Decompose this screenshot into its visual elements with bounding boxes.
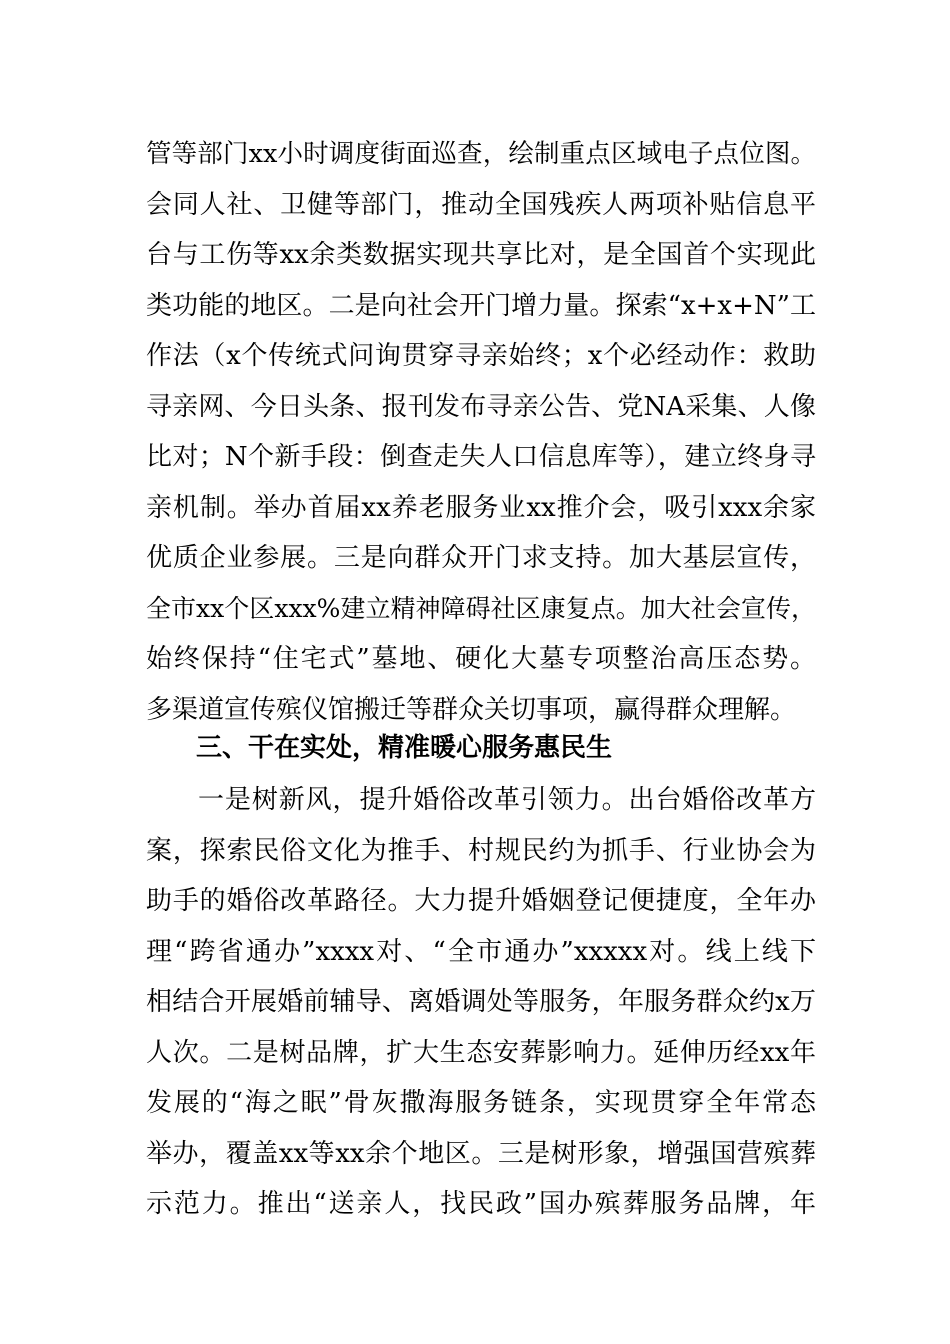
text-line: 台与工伤等xx余类数据实现共享比对，是全国首个实现此: [146, 240, 816, 270]
text-line: 举办，覆盖xx等xx余个地区。三是树形象，增强国营殡葬: [146, 1138, 816, 1169]
text-line: 案，探索民俗文化为推手、村规民约为抓手、行业协会为: [146, 835, 816, 866]
text-line: 助手的婚俗改革路径。大力提升婚姻登记便捷度，全年办: [146, 886, 816, 916]
text-line: 示范力。推出“送亲人，找民政”国办殡葬服务品牌，年: [146, 1189, 816, 1219]
text-line: 作法（x个传统式问询贯穿寻亲始终；x个必经动作：救助: [146, 341, 816, 371]
text-line: 发展的“海之眠”骨灰撒海服务链条，实现贯穿全年常态: [146, 1088, 816, 1118]
text-line: 比对；N个新手段：倒查走失人口信息库等），建立终身寻: [146, 442, 816, 472]
text-line: 多渠道宣传殡仪馆搬迁等群众关切事项，赢得群众理解。: [146, 694, 797, 725]
text-line: 类功能的地区。二是向社会开门增力量。探索“x+x+N”工: [146, 290, 816, 321]
section-heading: 三、干在实处，精准暖心服务惠民生: [196, 733, 613, 763]
text-line: 一是树新风，提升婚俗改革引领力。出台婚俗改革方: [198, 785, 816, 815]
paragraph-block-1: [146, 129, 816, 735]
text-line: 管等部门xx小时调度街面巡查，绘制重点区域电子点位图。: [146, 139, 816, 169]
text-line: 人次。二是树品牌，扩大生态安葬影响力。延伸历经xx年: [146, 1037, 816, 1068]
text-line: 优质企业参展。三是向群众开门求支持。加大基层宣传，: [146, 543, 816, 573]
text-line: 全市xx个区xxx%建立精神障碍社区康复点。加大社会宣传，: [146, 593, 816, 623]
paragraph-block-2: [146, 775, 816, 1230]
text-line: 相结合开展婚前辅导、离婚调处等服务，年服务群众约x万: [146, 987, 816, 1017]
text-line: 亲机制。举办首届xx养老服务业xx推介会，吸引xxx余家: [146, 492, 816, 523]
text-line: 始终保持“住宅式”墓地、硬化大墓专项整治高压态势。: [146, 644, 816, 674]
text-line: 会同人社、卫健等部门，推动全国残疾人两项补贴信息平: [146, 189, 816, 220]
text-line: 寻亲网、今日头条、报刊发布寻亲公告、党NA采集、人像: [146, 391, 816, 422]
text-line: 理“跨省通办”xxxx对、“全市通办”xxxxx对。线上线下: [146, 936, 816, 967]
